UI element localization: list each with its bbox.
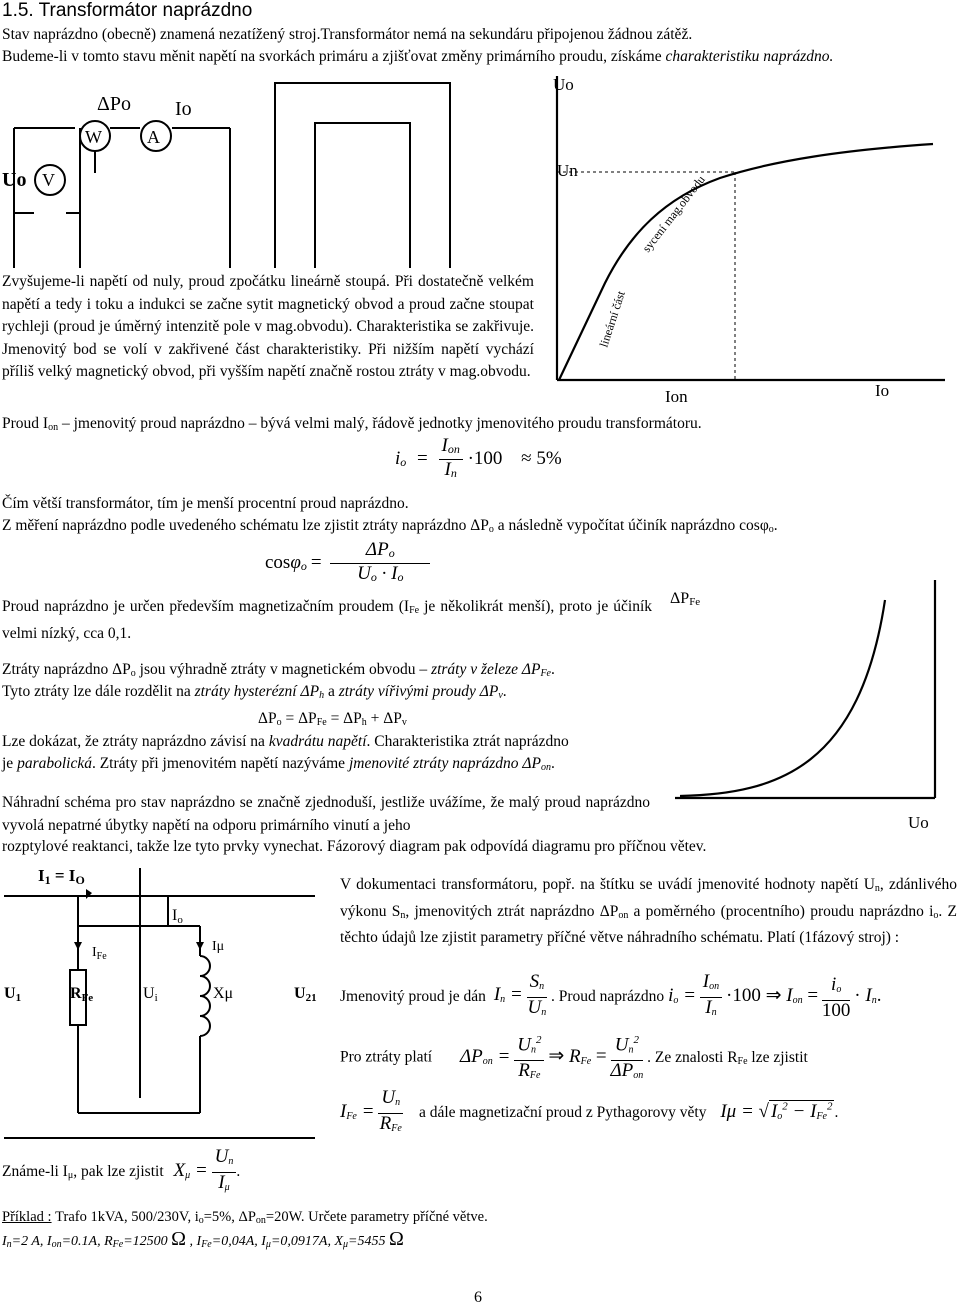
saturation-label: sycení mag.obvodu xyxy=(639,172,708,255)
wattmeter-label: W xyxy=(85,127,102,147)
formula-losses: Pro ztráty platí $\Delta P_{on}$ = $\frac{U_n^2}{R_{Fe}}$ ⇒ $R_{Fe}$ = $\frac{U_n^2}{\Delta P_{on}}$ . Ze znalosti $R_{Fe}$ lze zjistit xyxy=(340,1030,808,1086)
equation-cos-phi: cosφ$_o$ = $\frac{\Delta P_o}{U_o \cdot I_o}$ xyxy=(265,540,430,587)
example-line: Příklad : Trafo 1kVA, 500/230V, $i_o=5\%$, $\Delta P_{on}=20W$. Určete parametry příčné větve. xyxy=(2,1209,488,1226)
uo-label: Uo xyxy=(2,169,27,191)
u1-label: U1 xyxy=(4,985,22,1004)
ammeter-label: A xyxy=(147,127,160,147)
iron-loss-chart xyxy=(660,580,960,830)
example-result: $I_n=2$ A, $I_{on}=0.1A$, $R_{Fe}=12500$ Ω , $I_{Fe}=0,04A$, $I_\mu=0,0917A$, $X_\mu=5455$ Ω xyxy=(2,1228,404,1250)
paragraph-power-factor: Proud naprázdno je určen především magnetizačním proudem ($I_{Fe}$ je několikrát menší), proto je účiník velmi nízký, cca 0,1. xyxy=(2,598,652,642)
paragraph-losses-1: Ztráty naprázdno $\Delta P_o$ jsou výhradně ztráty v magnetickém obvodu – ztráty v železe $\Delta P_{Fe}$. xyxy=(2,661,555,679)
u21-label: U21 xyxy=(294,985,317,1004)
no-load-characteristic-chart xyxy=(545,68,955,408)
equation-loss-split: $\Delta P_o = \Delta P_{Fe} = \Delta P_h + \Delta P_v$ xyxy=(258,710,407,728)
paragraph-measurement: Z měření naprázdno podle uvedeného schématu lze zjistit ztráty naprázdno $\Delta P_o$ a následně vypočítat účiník naprázdno cosφ$_o$. xyxy=(2,517,778,535)
chart2-x-axis-label: Uo xyxy=(908,813,929,830)
i1-label: I1 = IO xyxy=(38,866,85,887)
chart1-ion-label: Ion xyxy=(665,387,688,406)
io-branch-label: Io xyxy=(172,907,183,926)
ui-label: Ui xyxy=(143,985,158,1004)
intro-line-2: Budeme-li v tomto stavu měnit napětí na svorkách primáru a zjišťovat změny primárního proudu, získáme charakteristiku naprázdno. xyxy=(2,48,834,65)
paragraph-characteristic: Zvyšujeme-li napětí od nuly, proud zpočátku lineárně stoupá. Při dostatečně velkém napětí a tedy i toku a indukci se začne sytit magnetický obvod a proud začne stoupat rychleji (proud je úměrný intenzitě pole v mag.obvodu). Charakteristika se zakřivuje. Jmenovitý bod se volí v zakřivené část charakteristiky. Při nižším napětí vychází příliš velký magnetický obvod, při vyšším napětí značně rostou ztráty v mag.obvodu. xyxy=(2,273,534,380)
delta-po-label: ΔPo xyxy=(97,93,131,115)
imu-label: Iμ xyxy=(212,939,225,954)
io-label: Io xyxy=(175,98,192,120)
paragraph-quadratic-1: Lze dokázat, že ztráty naprázdno závisí na kvadrátu napětí. Charakteristika ztrát naprázdno xyxy=(2,733,569,750)
formula-ife: $I_{Fe}$ = $\frac{U_n}{R_{Fe}}$ a dále magnetizační proud z Pythagorovy věty Iμ = √ $I_o^2 - I_{Fe}^2$ . xyxy=(340,1087,839,1134)
page-number: 6 xyxy=(474,1289,482,1306)
chart2-y-axis-label: ΔPFe xyxy=(670,590,701,608)
paragraph-equivalent-circuit-2: rozptylové reaktanci, takže lze tyto prvky vynechat. Fázorový diagram pak odpovídá diagramu pro příčnou větev. xyxy=(2,838,707,855)
xmu-label: Xμ xyxy=(213,985,234,1002)
section-title: 1.5. Transformátor naprázdno xyxy=(2,0,253,21)
intro-line-1: Stav naprázdno (obecně) znamená nezatížený stroj.Transformátor nemá na sekundáru připojenou žádnou zátěž. xyxy=(2,26,693,43)
paragraph-quadratic-2: je parabolická. Ztráty při jmenovitém napětí nazýváme jmenovité ztráty naprázdno $\Delta P_{on}$. xyxy=(2,755,555,773)
linear-part-label: lineární část xyxy=(596,289,628,349)
paragraph-ratings: V dokumentaci transformátoru, popř. na štítku se uvádí jmenovité hodnoty napětí $U_n$, zdánlivého výkonu $S_n$, jmenovitých ztrát naprázdno $\Delta P_{on}$ a poměrného (procentního) proudu naprázdno $i_o$. Z těchto údajů lze zjistit parametry příčné větve náhradního schématu. Platí (1fázový stroj) : xyxy=(340,876,957,946)
paragraph-bigger-transformer: Čím větší transformátor, tím je menší procentní proud naprázdno. xyxy=(2,495,409,512)
paragraph-no-load-current: Proud $I_{on}$ – jmenovitý proud naprázdno – bývá velmi malý, řádově jednotky jmenovitého proudu transformátoru. xyxy=(2,415,702,433)
equation-io: $i_o$ = $\frac{I_{on}}{I_n}$ ·100 ≈ 5% xyxy=(395,435,562,480)
chart1-un-label: Un xyxy=(557,161,578,180)
voltmeter-label: V xyxy=(42,170,55,190)
chart1-x-axis-label: Io xyxy=(875,381,890,400)
rfe-label: RFe xyxy=(70,985,94,1004)
equivalent-circuit xyxy=(0,858,335,1158)
measurement-circuit xyxy=(0,68,520,268)
ife-label: $I_{Fe}$ xyxy=(92,945,107,962)
formula-xmu: Známe-li $I_\mu$, pak lze zjistit $X_\mu$ = $\frac{U_n}{I_\mu}$ . xyxy=(2,1146,241,1193)
paragraph-equivalent-circuit-1: Náhradní schéma pro stav naprázdno se značně zjednoduší, jestliže uvážíme, že malý proud naprázdno vyvolá nepatrné úbytky napětí na odporu primárního vinutí a jeho xyxy=(2,794,650,834)
chart1-y-axis-label: Uo xyxy=(553,75,574,94)
formula-rated-current: Jmenovitý proud je dán $I_n$ = $\frac{S_n}{U_n}$ . Proud naprázdno $i_o$ = $\frac{I_{on}}{I_n}$ ·100 ⇒ $I_{on}$ = $\frac{i_o}{100}$ · $I_n$. xyxy=(340,971,882,1021)
paragraph-losses-2: Tyto ztráty lze dále rozdělit na ztráty hysterézní $\Delta P_h$ a ztráty vířivými proudy $\Delta P_v$. xyxy=(2,683,507,701)
